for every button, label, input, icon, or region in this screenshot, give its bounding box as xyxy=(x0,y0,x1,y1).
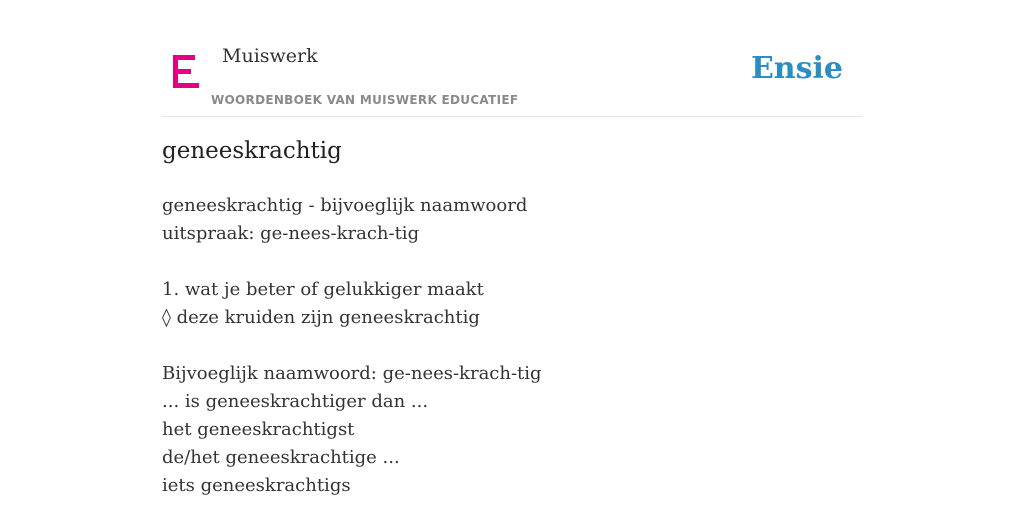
definition-line: Bijvoeglijk naamwoord: ge-nees-krach-tig xyxy=(162,363,542,384)
definition-line: het geneeskrachtigst xyxy=(162,419,355,440)
definition-line: ◊ deze kruiden zijn geneeskrachtig xyxy=(162,307,480,328)
definition-line: 1. wat je beter of gelukkiger maakt xyxy=(162,279,484,300)
definition-line: uitspraak: ge-nees-krach-tig xyxy=(162,223,420,244)
ensie-logo[interactable]: Ensie xyxy=(750,51,843,86)
page-container xyxy=(162,0,862,512)
definition-line: de/het geneeskrachtige ... xyxy=(162,447,400,468)
definition-line xyxy=(162,332,542,360)
entry-title: geneeskrachtig xyxy=(162,138,342,164)
source-subtitle: WOORDENBOEK VAN MUISWERK EDUCATIEF xyxy=(211,93,519,107)
logo-bar-vertical xyxy=(173,55,178,88)
definition-line xyxy=(162,248,542,276)
definition-line: iets geneeskrachtigs xyxy=(162,475,351,496)
source-name[interactable]: Muiswerk xyxy=(222,45,318,67)
entry-definition xyxy=(162,192,542,500)
header xyxy=(162,0,862,117)
definition-line: ... is geneeskrachtiger dan ... xyxy=(162,391,429,412)
muiswerk-logo-icon[interactable] xyxy=(173,55,199,88)
definition-line: geneeskrachtig - bijvoeglijk naamwoord xyxy=(162,195,528,216)
